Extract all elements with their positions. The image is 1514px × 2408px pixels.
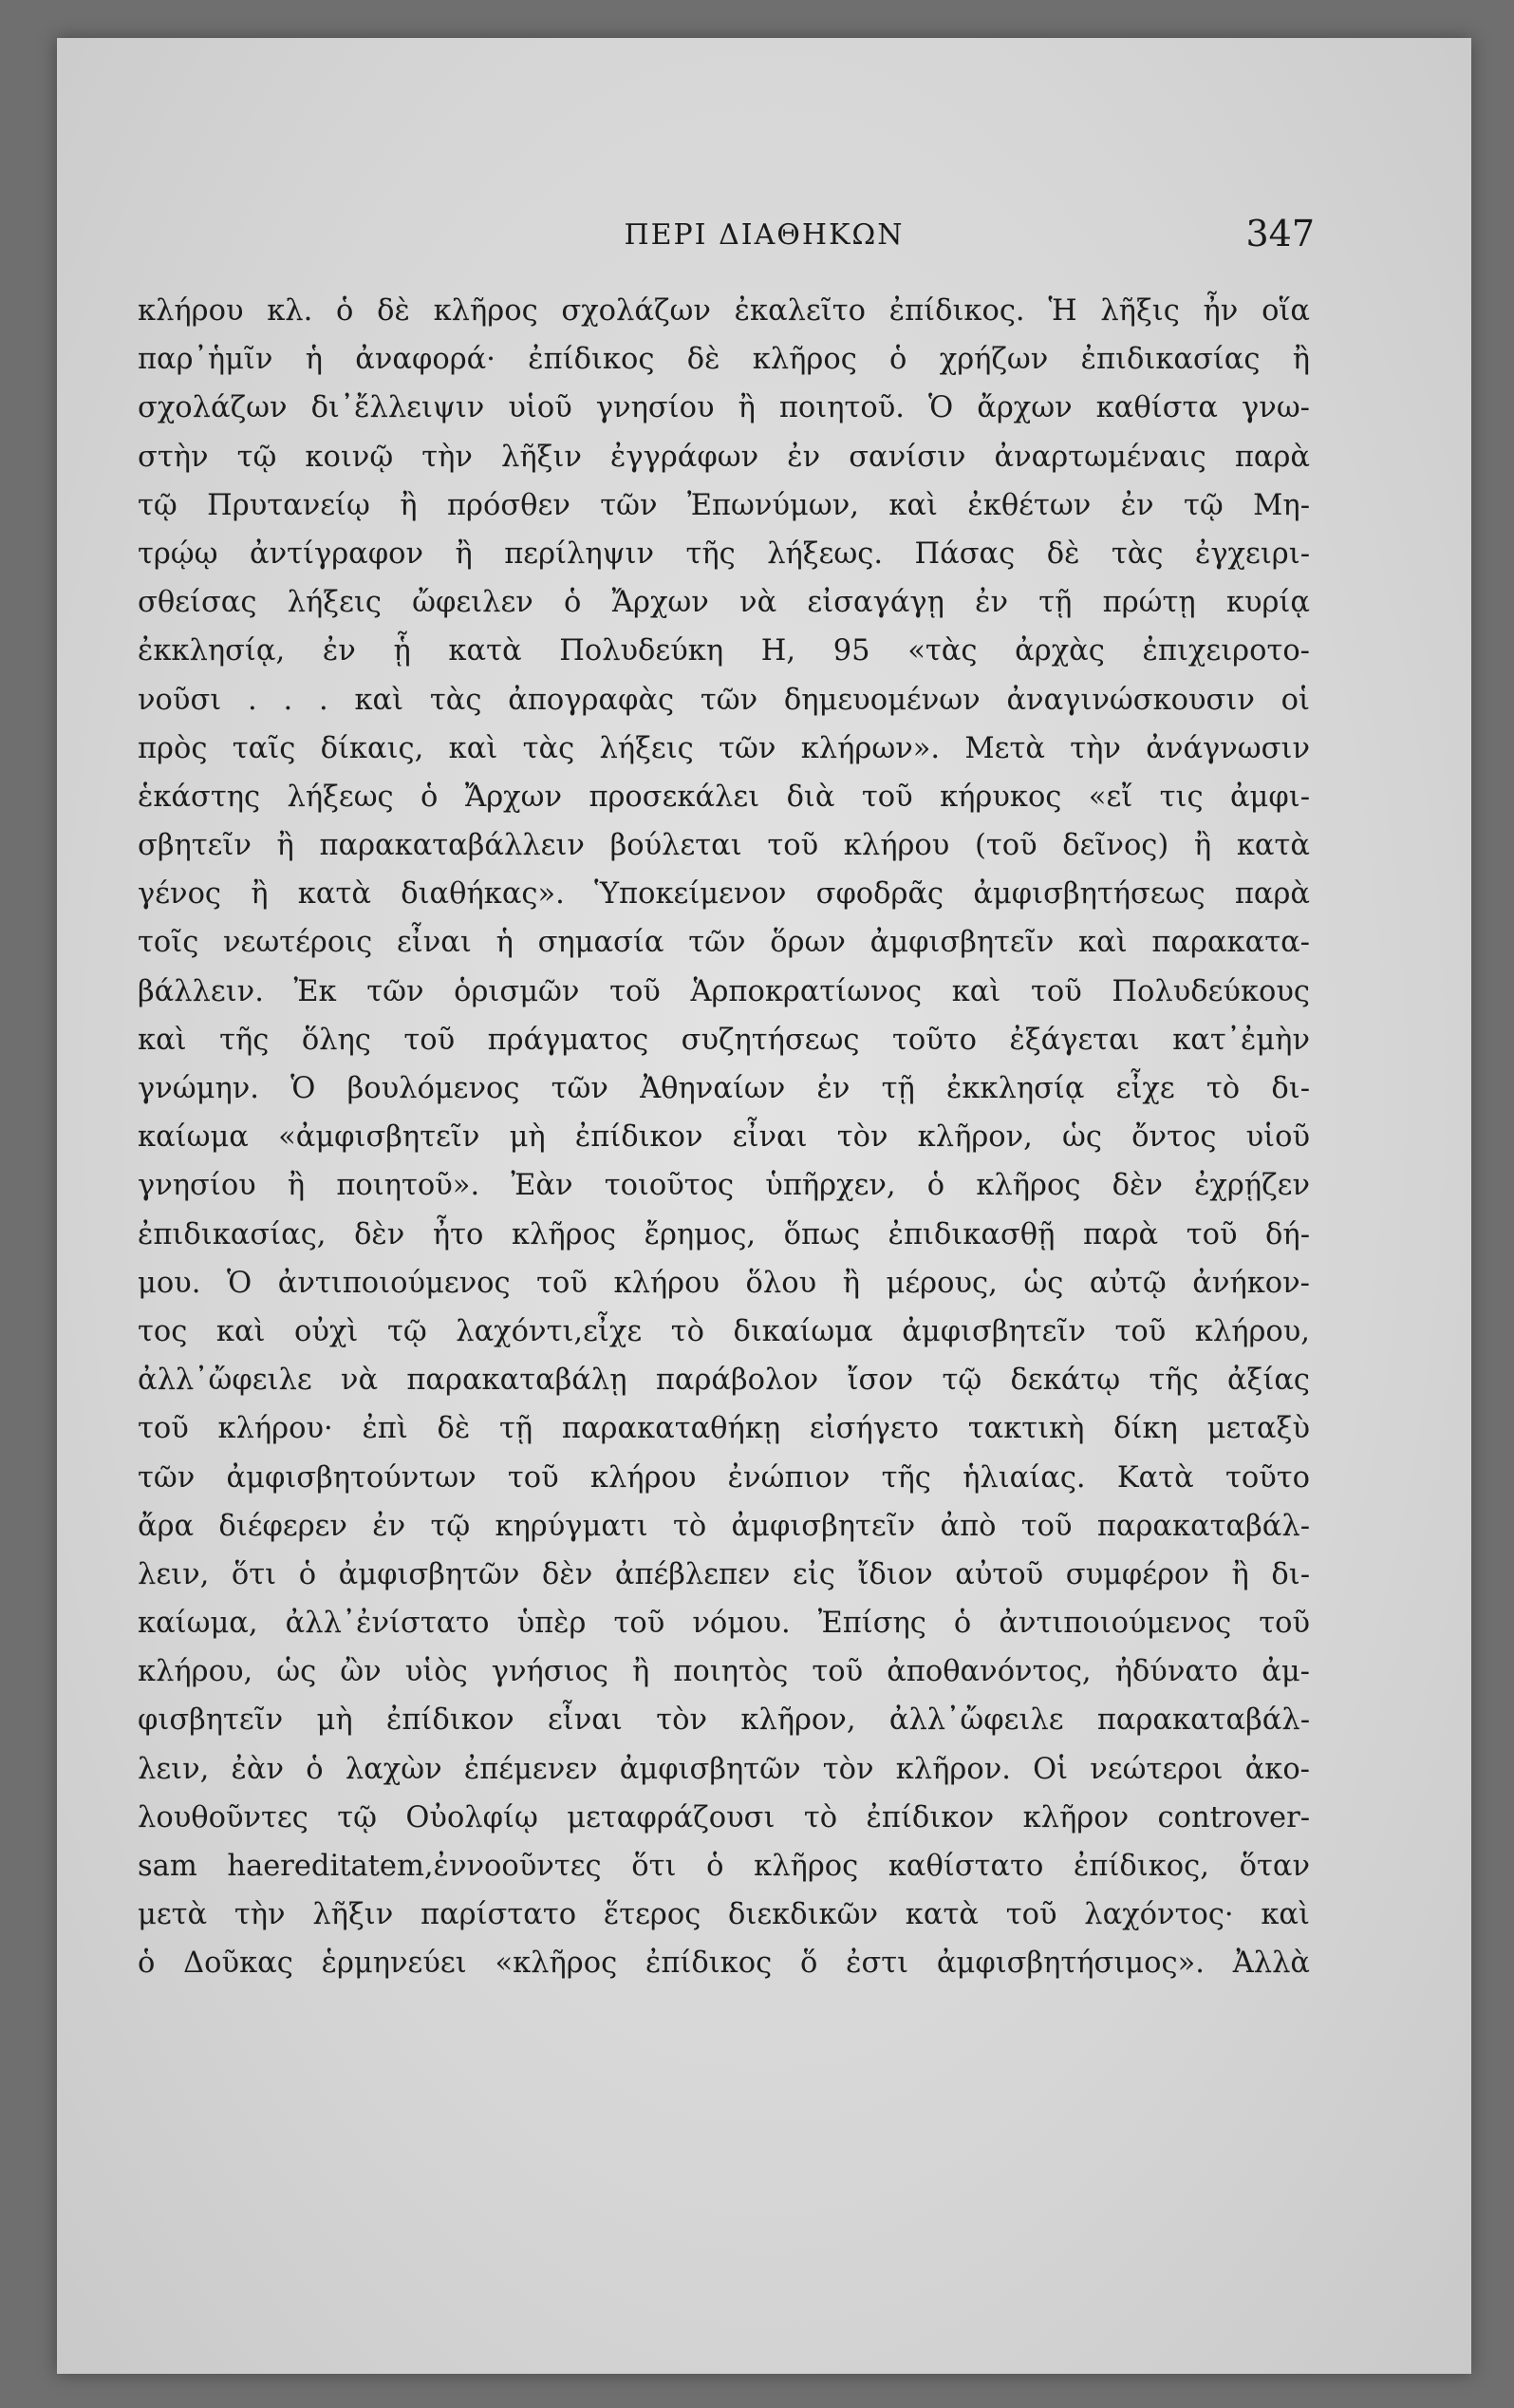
- body-text: [138, 287, 1310, 1988]
- text-line: σβητεῖν ἢ παρακαταβάλλειν βούλεται τοῦ κλήρου (τοῦ δεῖνος) ἢ κατὰ: [138, 829, 1310, 863]
- text-line: τῷ Πρυτανείῳ ἢ πρόσθεν τῶν Ἐπωνύμων, καὶ ἐκθέτων ἐν τῷ Μη-: [138, 488, 1310, 522]
- text-line: ἐπιδικασίας, δὲν ἦτο κλῆρος ἔρημος, ὅπως ἐπιδικασθῇ παρὰ τοῦ δή-: [138, 1217, 1310, 1251]
- running-title: ΠΕΡΙ ΔΙΑΘΗΚΩΝ: [624, 218, 905, 252]
- text-line: παρ᾽ἡμῖν ἡ ἀναφορά· ἐπίδικος δὲ κλῆρος ὁ χρήζων ἐπιδικασίας ἢ: [138, 343, 1310, 377]
- text-line: πρὸς ταῖς δίκαις, καὶ τὰς λήξεις τῶν κλήρων». Μετὰ τὴν ἀνάγνωσιν: [138, 731, 1310, 765]
- text-line: τος καὶ οὐχὶ τῷ λαχόντι,εἶχε τὸ δικαίωμα ἀμφισβητεῖν τοῦ κλήρου,: [138, 1314, 1310, 1348]
- text-line: τοῦ κλήρου· ἐπὶ δὲ τῇ παρακαταθήκῃ εἰσήγετο τακτικὴ δίκη μεταξὺ: [138, 1412, 1310, 1446]
- text-line: φισβητεῖν μὴ ἐπίδικον εἶναι τὸν κλῆρον, ἀλλ᾽ὤφειλε παρακαταβάλ-: [138, 1703, 1310, 1738]
- text-line: σχολάζων δι᾽ἔλλειψιν υἱοῦ γνησίου ἢ ποιητοῦ. Ὁ ἄρχων καθίστα γνω-: [138, 391, 1310, 425]
- text-line: λειν, ὅτι ὁ ἀμφισβητῶν δὲν ἀπέβλεπεν εἰς ἴδιον αὐτοῦ συμφέρον ἢ δι-: [138, 1557, 1310, 1591]
- text-line: λειν, ἐὰν ὁ λαχὼν ἐπέμενεν ἀμφισβητῶν τὸν κλῆρον. Οἱ νεώτεροι ἀκο-: [138, 1752, 1310, 1786]
- text-line: κλήρου, ὡς ὢν υἱὸς γνήσιος ἢ ποιητὸς τοῦ ἀποθανόντος, ἠδύνατο ἀμ-: [138, 1655, 1310, 1689]
- text-line: σθείσας λήξεις ὤφειλεν ὁ Ἄρχων νὰ εἰσαγάγῃ ἐν τῇ πρώτῃ κυρίᾳ: [138, 586, 1310, 620]
- text-line: γνώμην. Ὁ βουλόμενος τῶν Ἀθηναίων ἐν τῇ ἐκκλησίᾳ εἶχε τὸ δι-: [138, 1072, 1310, 1105]
- text-line: τρῴῳ ἀντίγραφον ἢ περίληψιν τῆς λήξεως. Πάσας δὲ τὰς ἐγχειρι-: [138, 536, 1310, 571]
- text-line: βάλλειν. Ἐκ τῶν ὁρισμῶν τοῦ Ἁρποκρατίωνος καὶ τοῦ Πολυδεύκους: [138, 974, 1310, 1008]
- text-line: μετὰ τὴν λῆξιν παρίστατο ἕτερος διεκδικῶν κατὰ τοῦ λαχόντος· καὶ: [138, 1898, 1310, 1932]
- page-number: 347: [1245, 213, 1315, 254]
- text-line: μου. Ὁ ἀντιποιούμενος τοῦ κλήρου ὅλου ἢ μέρους, ὡς αὐτῷ ἀνήκον-: [138, 1266, 1310, 1300]
- text-line: τῶν ἀμφισβητούντων τοῦ κλήρου ἐνώπιον τῆς ἡλιαίας. Κατὰ τοῦτο: [138, 1460, 1310, 1495]
- book-page: [57, 38, 1471, 2374]
- text-line: ὁ Δοῦκας ἑρμηνεύει «κλῆρος ἐπίδικος ὅ ἐστι ἀμφισβητήσιμος». Ἀλλὰ: [138, 1947, 1310, 1981]
- text-line: γένος ἢ κατὰ διαθήκας». Ὑποκείμενον σφοδρᾶς ἀμφισβητήσεως παρὰ: [138, 877, 1310, 912]
- text-line: ἑκάστης λήξεως ὁ Ἄρχων προσεκάλει διὰ τοῦ κήρυκος «εἴ τις ἀμφι-: [138, 780, 1310, 814]
- text-line: ἀλλ᾽ὤφειλε νὰ παρακαταβάλῃ παράβολον ἴσον τῷ δεκάτῳ τῆς ἀξίας: [138, 1364, 1310, 1398]
- text-line: sam haereditatem,ἐννοοῦντες ὅτι ὁ κλῆρος καθίστατο ἐπίδικος, ὅταν: [138, 1850, 1310, 1883]
- text-line: νοῦσι . . . καὶ τὰς ἀπογραφὰς τῶν δημευομένων ἀναγινώσκουσιν οἱ: [138, 683, 1310, 717]
- text-line: γνησίου ἢ ποιητοῦ». Ἐὰν τοιοῦτος ὑπῆρχεν, ὁ κλῆρος δὲν ἐχρῄζεν: [138, 1169, 1310, 1203]
- text-line: λουθοῦντες τῷ Οὐολφίῳ μεταφράζουσι τὸ ἐπίδικον κλῆρον controver-: [138, 1800, 1310, 1834]
- text-line: καὶ τῆς ὅλης τοῦ πράγματος συζητήσεως τοῦτο ἐξάγεται κατ᾽ἐμὴν: [138, 1023, 1310, 1057]
- text-line: καίωμα «ἀμφισβητεῖν μὴ ἐπίδικον εἶναι τὸν κλῆρον, ὡς ὄντος υἱοῦ: [138, 1120, 1310, 1155]
- text-line: κλήρου κλ. ὁ δὲ κλῆρος σχολάζων ἐκαλεῖτο ἐπίδικος. Ἡ λῆξις ἦν οἵα: [138, 294, 1310, 328]
- text-line: στὴν τῷ κοινῷ τὴν λῆξιν ἐγγράφων ἐν σανίσιν ἀναρτωμέναις παρὰ: [138, 440, 1310, 474]
- text-line: ἐκκλησίᾳ, ἐν ᾗ κατὰ Πολυδεύκη Η, 95 «τὰς ἀρχὰς ἐπιχειροτο-: [138, 634, 1310, 668]
- running-head: [57, 213, 1471, 266]
- text-line: ἄρα διέφερεν ἐν τῷ κηρύγματι τὸ ἀμφισβητεῖν ἀπὸ τοῦ παρακαταβάλ-: [138, 1509, 1310, 1543]
- text-line: τοῖς νεωτέροις εἶναι ἡ σημασία τῶν ὅρων ἀμφισβητεῖν καὶ παρακατα-: [138, 926, 1310, 960]
- text-line: καίωμα, ἀλλ᾽ἐνίστατο ὑπὲρ τοῦ νόμου. Ἐπίσης ὁ ἀντιποιούμενος τοῦ: [138, 1607, 1310, 1641]
